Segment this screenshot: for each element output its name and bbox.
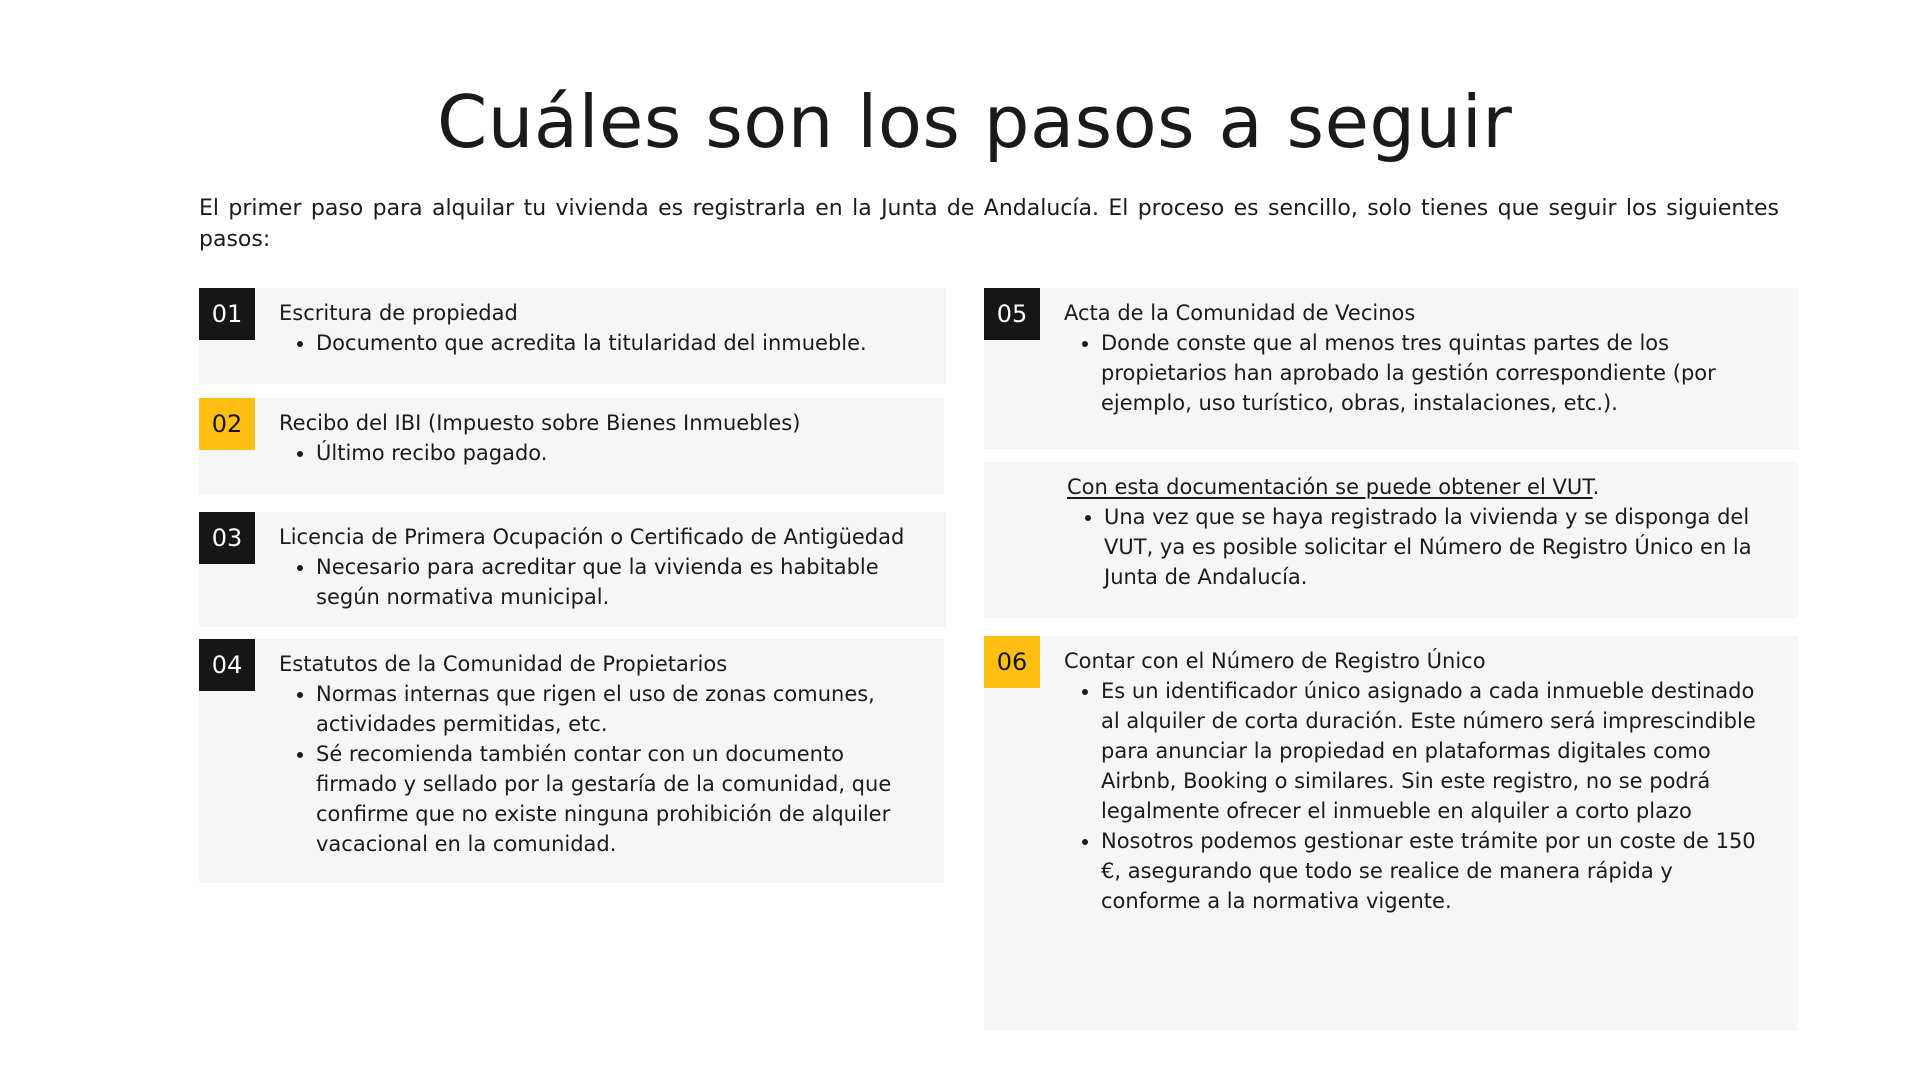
step-content [279,408,924,468]
page-title: Cuáles son los pasos a seguir [437,80,1513,164]
step-content [1064,298,1758,418]
vut-note-title-text: Con esta documentación se puede obtener el VUT [1067,475,1593,499]
step-number-badge: 01 [199,288,255,340]
step-bullet: • Donde conste que al menos tres quintas partes de los propietarios han aprobado la gestión correspondiente (por ejemplo, uso turístico, obras, instalaciones, etc.). [1101,328,1758,418]
step-bullet: • Una vez que se haya registrado la vivienda y se disponga del VUT, ya es posible solicitar el Número de Registro Único en la Junta de Andalucía. [1104,502,1758,592]
step-bullet-list [279,328,926,358]
step-title: Acta de la Comunidad de Vecinos [1064,301,1416,325]
step-bullet: • Último recibo pagado. [316,438,924,468]
step-bullet: • Normas internas que rigen el uso de zonas comunes, actividades permitidas, etc. [316,679,924,739]
step-bullet: • Necesario para acreditar que la vivienda es habitable según normativa municipal. [316,552,926,612]
step-bullet: • Sé recomienda también contar con un documento firmado y sellado por la gestaría de la comunidad, que confirme que no existe ninguna prohibición de alquiler vacacional en la comunidad. [316,739,924,859]
step-card-02 [199,398,944,494]
step-number-badge: 04 [199,639,255,691]
step-bullet-list [279,679,924,859]
step-card-06 [984,636,1798,1030]
step-content [279,298,926,358]
step-bullet-list [279,438,924,468]
step-title: Estatutos de la Comunidad de Propietarios [279,652,728,676]
step-bullet-list [1067,502,1758,592]
step-title: Escritura de propiedad [279,301,518,325]
step-number-badge: 05 [984,288,1040,340]
step-number-badge: 06 [984,636,1040,688]
step-bullet-list [279,552,926,612]
vut-note-title [1067,472,1758,502]
step-card-04 [199,639,944,883]
intro-paragraph: El primer paso para alquilar tu vivienda es registrarla en la Junta de Andalucía. El proceso es sencillo, solo tienes que seguir los siguientes pasos: [199,196,1779,252]
step-number-badge: 03 [199,512,255,564]
step-title: Contar con el Número de Registro Único [1064,649,1486,673]
step-title: Licencia de Primera Ocupación o Certificado de Antigüedad [279,525,905,549]
step-title: Recibo del IBI (Impuesto sobre Bienes Inmuebles) [279,411,801,435]
step-card-01 [199,288,946,384]
step-number-badge: 02 [199,398,255,450]
step-card-03 [199,512,946,627]
vut-note-title-period: . [1592,475,1600,499]
step-content [279,522,926,612]
step-bullet-list [1064,676,1758,916]
step-card-05 [984,288,1798,449]
step-content [279,649,924,859]
vut-note-card [984,462,1798,618]
step-content [1067,472,1758,592]
step-bullet: • Es un identificador único asignado a cada inmueble destinado al alquiler de corta duración. Este número será imprescindible para anunciar la propiedad en plataformas digitales como Airbnb, Booking o similares. Sin este registro, no se podrá legalmente ofrecer el inmueble en alquiler a corto plazo [1101,676,1758,826]
step-bullet: • Nosotros podemos gestionar este trámite por un coste de 150 €, asegurando que todo se realice de manera rápida y conforme a la normativa vigente. [1101,826,1758,916]
step-bullet-list [1064,328,1758,418]
step-bullet: • Documento que acredita la titularidad del inmueble. [316,328,926,358]
step-content [1064,646,1758,916]
